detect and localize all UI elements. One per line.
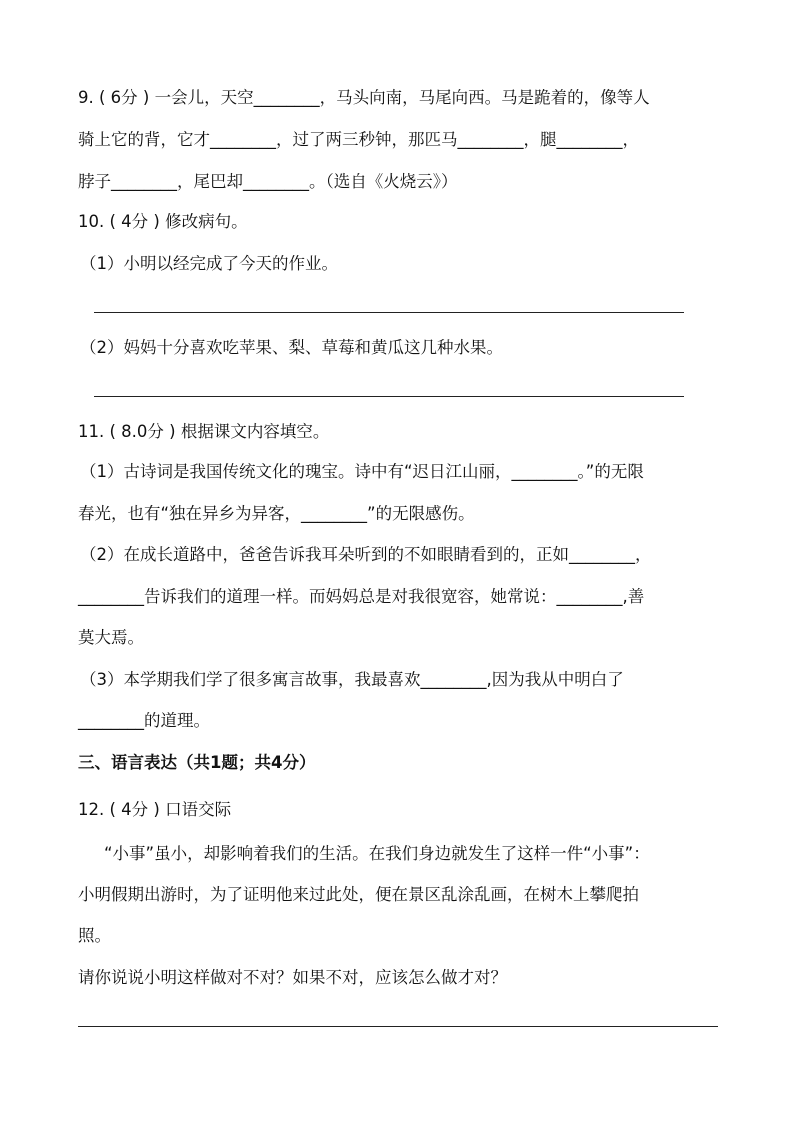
q10-sentence-1: （1）小明以经完成了今天的作业。 [80, 254, 338, 273]
section-3-heading: 三、语言表达（共1题；共4分） [78, 753, 316, 772]
q12-title: 12. ( 4分 ) 口语交际 [78, 800, 232, 819]
q12-answer-line[interactable] [78, 1026, 718, 1027]
q11-title: 11. ( 8.0分 ) 根据课文内容填空。 [78, 422, 330, 441]
q9-line-2: 骑上它的背，它才________，过了两三秒钟，那匹马________，腿________， [78, 130, 639, 149]
q12-paragraph-line-3: 照。 [78, 926, 111, 945]
q10-title: 10. ( 4分 ) 修改病句。 [78, 212, 248, 231]
q12-paragraph-line-2: 小明假期出游时，为了证明他来过此处，便在景区乱涂乱画，在树木上攀爬拍 [78, 885, 639, 904]
q10-answer-line-1[interactable] [94, 312, 684, 313]
q10-sentence-2: （2）妈妈十分喜欢吃苹果、梨、草莓和黄瓜这几种水果。 [80, 338, 503, 357]
q12-paragraph-line-1: “小事”虽小，却影响着我们的生活。在我们身边就发生了这样一件“小事”： [104, 844, 650, 863]
q11-p2-line-3: 莫大焉。 [78, 628, 144, 647]
q12-question: 请你说说小明这样做对不对？如果不对，应该怎么做才对？ [78, 968, 507, 987]
q11-p3-line-2: ________的道理。 [78, 711, 210, 730]
q11-p2-line-2: ________告诉我们的道理一样。而妈妈总是对我很宽容，她常说：________,善 [78, 587, 645, 606]
q11-p1-line-1: （1）古诗词是我国传统文化的瑰宝。诗中有“迟日江山丽，________。”的无限 [80, 462, 644, 481]
q11-p2-line-1: （2）在成长道路中，爸爸告诉我耳朵听到的不如眼睛看到的，正如________， [80, 545, 652, 564]
q11-p3-line-1: （3）本学期我们学了很多寓言故事，我最喜欢________,因为我从中明白了 [80, 670, 624, 689]
q10-answer-line-2[interactable] [94, 396, 684, 397]
q9-line-1: 9. ( 6分 ) 一会儿，天空________，马头向南，马尾向西。马是跪着的，像等人 [78, 88, 650, 107]
q9-line-3: 脖子________，尾巴却________。（选自《火烧云》） [78, 172, 458, 191]
q11-p1-line-2: 春光，也有“独在异乡为异客，________”的无限感伤。 [78, 504, 475, 523]
